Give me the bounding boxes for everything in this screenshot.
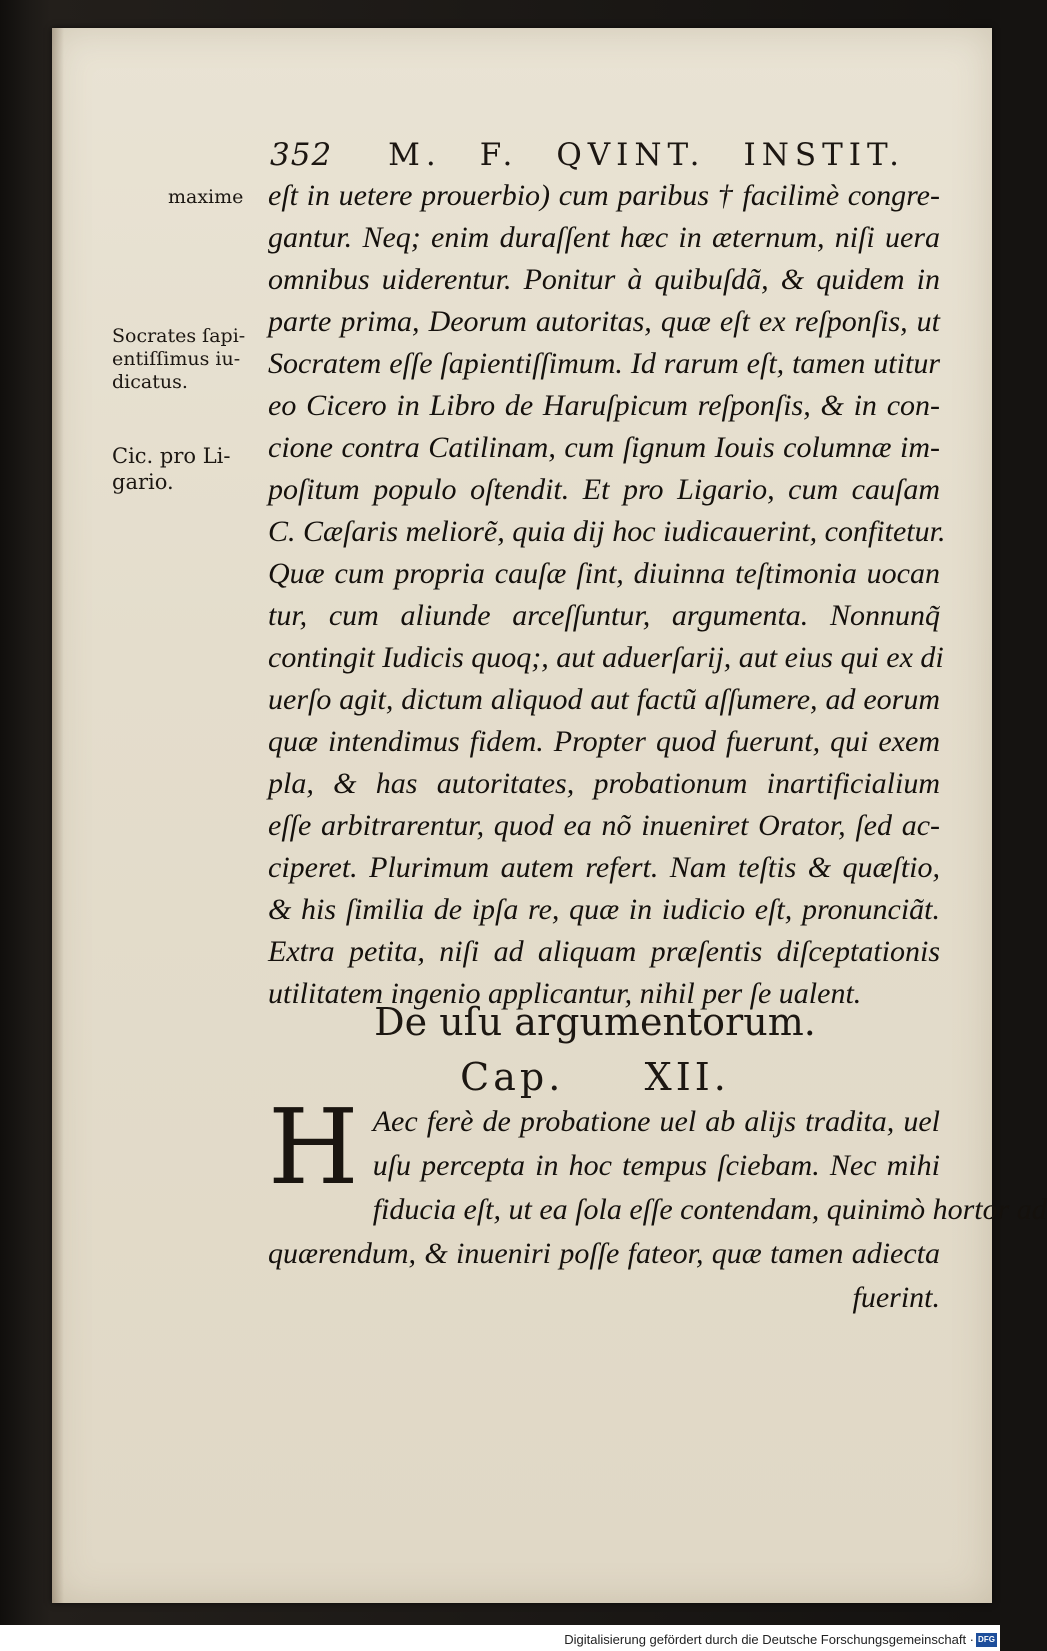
page-number: 352: [270, 137, 333, 173]
text-line: poſitum populo oſtendit. Et pro Ligario, cum cauſam: [268, 473, 940, 506]
text-line: eo Cicero in Libro de Haruſpicum reſponſis, & in con-: [268, 389, 940, 422]
digitization-credit: Digitalisierung gefördert durch die Deutsche Forschungsgemeinschaft ·: [564, 1632, 974, 1647]
text-line: utilitatem ingenio applicantur, nihil per ſe ualent.: [268, 977, 862, 1010]
text-line: parte prima, Deorum autoritas, quæ eſt ex reſponſis, ut: [268, 305, 940, 338]
running-head-word: INSTIT.: [743, 137, 905, 173]
running-head-word: F.: [479, 137, 519, 173]
running-head-word: M.: [388, 137, 442, 173]
running-head: [270, 137, 920, 173]
body-text: [268, 175, 946, 1015]
text-line: quæ intendimus fidem. Propter quod fuerunt, qui exem: [268, 725, 940, 758]
running-head-word: QVINT.: [556, 137, 706, 173]
text-line: eſſe arbitrarentur, quod ea nõ inueniret Orator, ſed ac-: [268, 809, 940, 842]
text-line: & his ſimilia de ipſa re, quæ in iudicio eſt, pronunciãt.: [268, 893, 940, 926]
chapter-number: Cap. XII.: [460, 1055, 730, 1099]
text-line: quærendum, & inueniri poſſe fateor, quæ tamen adiecta: [268, 1237, 940, 1270]
margin-note-socrates: Socrates ſapi- entiſſimus iu- dicatus.: [112, 325, 246, 393]
text-line: C. Cæſaris meliorẽ, quia dij hoc iudicauerint, confitetur.: [268, 515, 946, 548]
text-line: Aec ferè de probatione uel ab alijs tradita, uel: [372, 1105, 940, 1138]
margin-note-maxime: maxime: [168, 186, 244, 208]
text-line: contingit Iudicis quoq;, aut aduerſarij, aut eius qui ex di: [268, 641, 944, 674]
text-line: Socratem eſſe ſapientiſſimum. Id rarum eſt, tamen utitur: [268, 347, 940, 380]
catchword: fuerint.: [852, 1281, 940, 1314]
text-line: fiducia eſt, ut ea ſola eſſe contendam, quinimò hortor ad: [372, 1193, 1047, 1226]
margin-note-cicero: Cic. pro Li- gario.: [112, 444, 231, 494]
dfg-logo: DFG: [976, 1633, 997, 1647]
chapter-body: [268, 1086, 1047, 1320]
text-line: uſu percepta in hoc tempus ſciebam. Nec mihi: [372, 1149, 940, 1182]
text-line: cione contra Catilinam, cum ſignum Iouis columnæ im-: [268, 431, 940, 464]
text-line: pla, & has autoritates, probationum inartificialium: [268, 767, 940, 800]
text-line: Extra petita, niſi ad aliquam præſentis diſceptationis: [268, 935, 940, 968]
page-gutter-shadow: [52, 28, 64, 1603]
text-line: uerſo agit, dictum aliquod aut factũ aſſumere, ad eorum: [268, 683, 940, 716]
text-line: eſt in uetere prouerbio) cum paribus † facilimè congre-: [268, 179, 940, 212]
text-line: tur, cum aliunde arceſſuntur, argumenta. Nonnunq̃: [268, 599, 940, 632]
chapter-title: De uſu argumentorum.: [374, 1000, 816, 1044]
text-line: gantur. Neq; enim duraſſent hæc in æternum, niſi uera: [268, 221, 940, 254]
text-line: omnibus uiderentur. Ponitur à quibuſdã, & quidem in: [268, 263, 940, 296]
drop-cap: H: [268, 1086, 359, 1208]
text-line: Quæ cum propria cauſæ ſint, diuinna teſtimonia uocan: [268, 557, 940, 590]
text-line: ciperet. Plurimum autem refert. Nam teſtis & quæſtio,: [268, 851, 940, 884]
